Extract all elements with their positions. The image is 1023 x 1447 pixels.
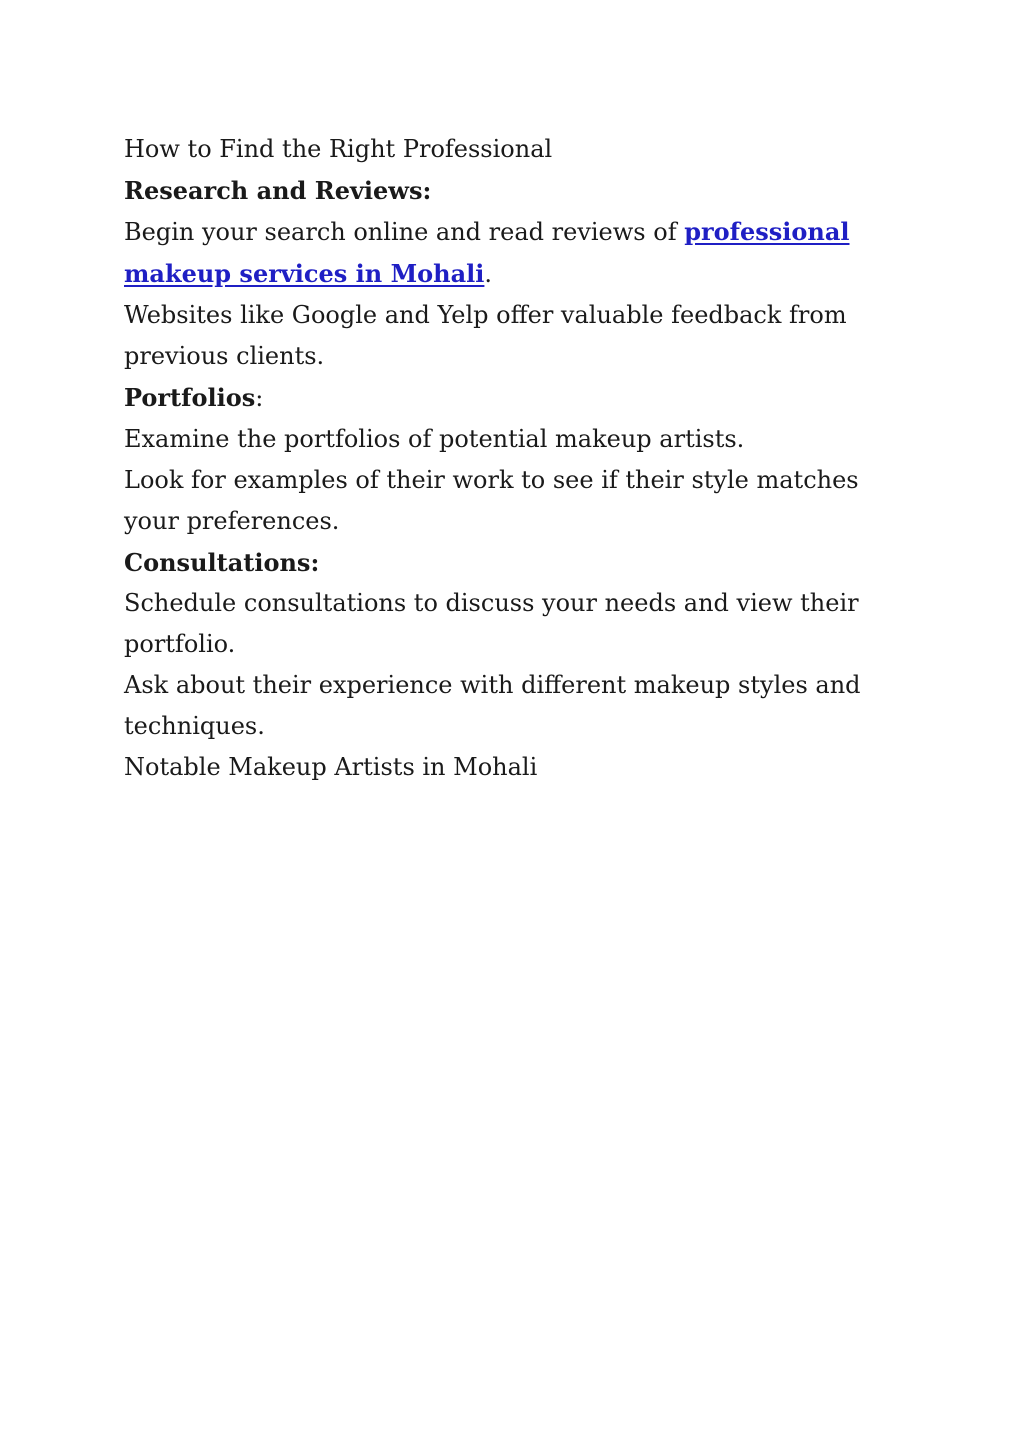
consultations-heading: Consultations:	[124, 548, 320, 577]
portfolios-paragraph-1: Examine the portfolios of potential makeup artists.	[124, 425, 745, 453]
portfolios-heading: Portfolios	[124, 383, 256, 412]
research-paragraph-1	[124, 211, 914, 295]
section-title: How to Find the Right Professional	[124, 135, 553, 163]
portfolios-heading-colon: :	[255, 384, 264, 412]
research-heading: Research and Reviews:	[124, 176, 432, 205]
research-paragraph-1-end: .	[484, 260, 493, 288]
research-paragraph-1-text: Begin your search online and read reviews of	[124, 218, 685, 246]
portfolios-heading-line	[124, 377, 914, 419]
next-section-title: Notable Makeup Artists in Mohali	[124, 753, 538, 781]
portfolios-paragraph-2: Look for examples of their work to see if their style matches your preferences.	[124, 466, 859, 535]
consultations-paragraph-1: Schedule consultations to discuss your needs and view their portfolio.	[124, 589, 859, 658]
research-paragraph-2: Websites like Google and Yelp offer valuable feedback from previous clients.	[124, 301, 847, 370]
document-page	[124, 129, 914, 788]
consultations-paragraph-2: Ask about their experience with different makeup styles and techniques.	[124, 671, 861, 740]
makeup-services-link[interactable]: professional makeup services in Mohali	[124, 217, 850, 288]
